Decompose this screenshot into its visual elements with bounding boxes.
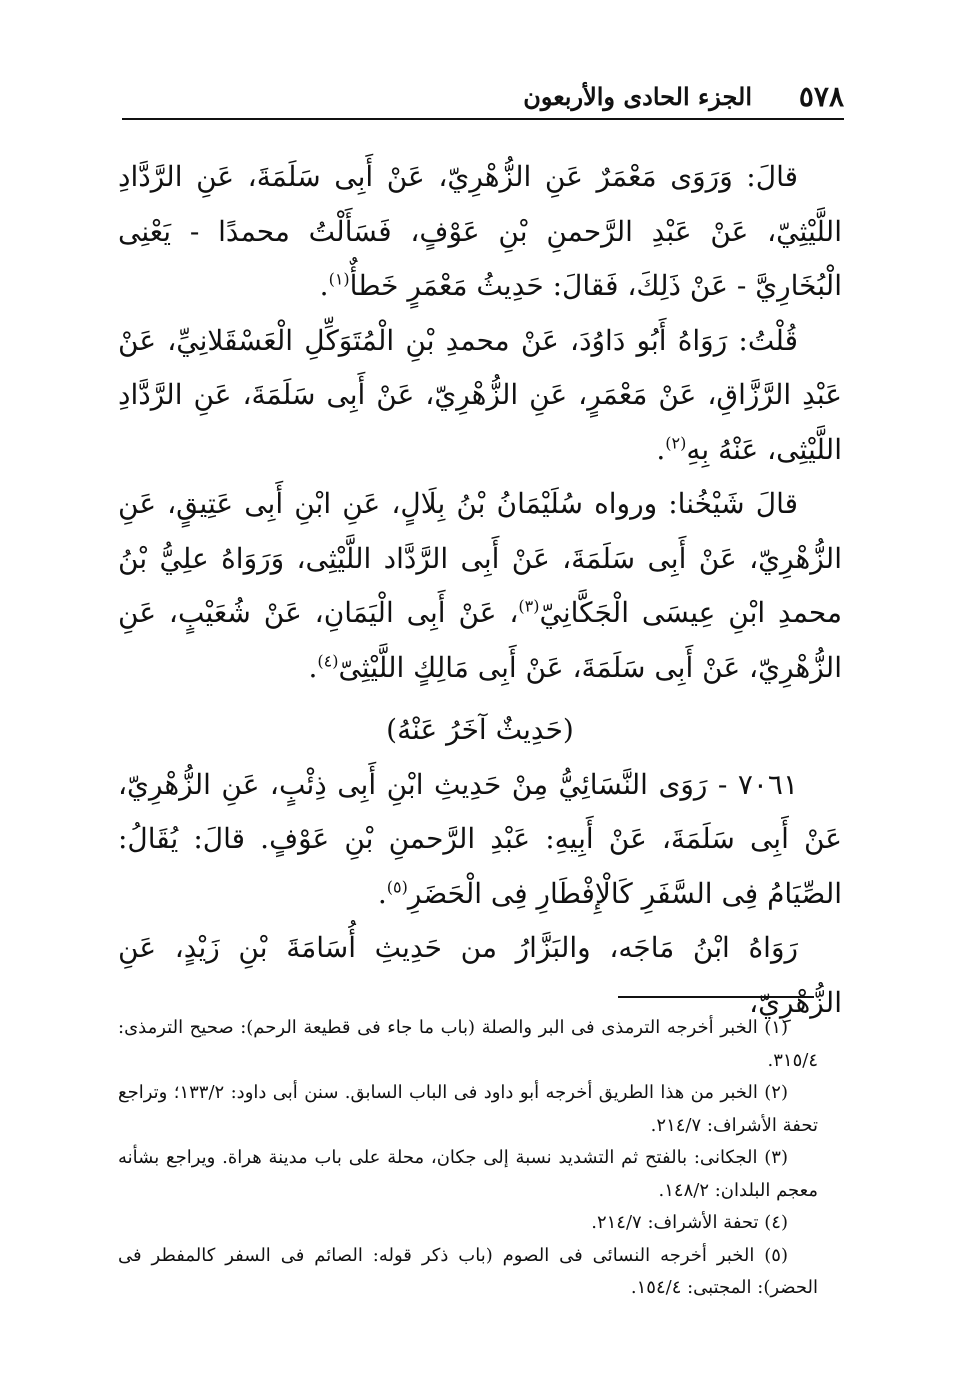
footnote-ref: (٣) (518, 596, 540, 616)
page-number: ٥٧٨ (798, 80, 844, 113)
footnote: (٤) تحفة الأشراف: ٢١٤/٧. (591, 1212, 788, 1233)
paragraph-text: قالَ شَيْخُنا: ورواه سُلَيْمَانُ بْنُ بِلَالٍ، عَنِ ابْنِ أَبِى عَتِيقٍ، عَنِ الزُّهْرِيّ، عَنْ أَبِى سَلَمَةَ، عَنْ أَبِى الرَّدَّاد اللَّيْثِى، وَرَوَاهُ علِيُّ بْنُ محمدِ ابْنِ عِيسَى الْجَكَّانِيّ (118, 487, 842, 629)
running-title: الجزء الحادى والأربعون (523, 82, 752, 111)
footnotes (118, 1012, 818, 1305)
footnote-ref: (٤) (317, 651, 339, 671)
footnote-divider (618, 996, 814, 998)
paragraph: قُلْتُ: رَوَاهُ أَبُو دَاوُدَ، عَنْ محمدِ بْنِ الْمُتَوَكِّلِ الْعَسْقَلانِيِّ، عَنْ عَبْدِ الرَّزَّاقِ، عَنْ مَعْمَرٍ، عَنِ الزُّهْرِيّ، عَنْ أَبِى سَلَمَةَ، عَنِ الرَّدَّادِ اللَّيْثِى، عَنْهُ بِهِ$^{(٢)}$. (118, 323, 842, 466)
paragraph-text: ٧٠٦١ - رَوَى النَّسَائِيُّ مِنْ حَدِيثِ ابْنِ أَبِى ذِئْبٍ، عَنِ الزُّهْرِيّ، عَنْ أَبِى سَلَمَةَ، عَنْ أَبِيهِ: عَبْدِ الرَّحمنِ بْنِ عَوْفٍ. قالَ: يُقَالُ: الصِّيَامُ فِى السَّفَرِ كَالْإِفْطَارِ فِى الْحَضَرِ (118, 767, 842, 910)
page-header (122, 78, 844, 120)
paragraph-text: قالَ: وَرَوَى مَعْمَرٌ عَنِ الزُّهْرِيّ، عَنْ أَبِى سَلَمَةَ، عَنِ الرَّدَّادِ اللَّيْثِيّ، عَنْ عَبْدِ الرَّحمنِ بْنِ عَوْفٍ، فَسَأَلْتُ محمدًا - يَعْنِى الْبُخَارِيَّ - عَنْ ذَلِكَ، فَقالَ: حَدِيثُ مَعْمَرٍ خَطأٌ (118, 160, 842, 302)
main-text (118, 150, 842, 1030)
section-heading: (حَدِيثٌ آخَرُ عَنْهُ) (386, 713, 574, 746)
paragraph: رَوَاهُ ابْنُ مَاجَه، والبَزَّارُ من حَدِيثِ أُسَامَةَ بْنِ زَيْدٍ، عَنِ الزُّهْرِيّ، (118, 931, 842, 1019)
paragraph-text: قُلْتُ: رَوَاهُ أَبُو دَاوُدَ، عَنْ محمدِ بْنِ الْمُتَوَكِّلِ الْعَسْقَلانِيِّ، عَنْ عَبْدِ الرَّزَّاقِ، عَنْ مَعْمَرٍ، عَنِ الزُّهْرِيّ، عَنْ أَبِى سَلَمَةَ، عَنِ الرَّدَّادِ اللَّيْثِى، عَنْهُ بِهِ (118, 323, 842, 466)
paragraph: ٧٠٦١ - رَوَى النَّسَائِيُّ مِنْ حَدِيثِ ابْنِ أَبِى ذِئْبٍ، عَنِ الزُّهْرِيّ، عَنْ أَبِى سَلَمَةَ، عَنْ أَبِيهِ: عَبْدِ الرَّحمنِ بْنِ عَوْفٍ. قالَ: يُقَالُ: الصِّيَامُ فِى السَّفَرِ كَالْإِفْطَارِ فِى الْحَضَرِ$^{(٥)}$. (118, 767, 842, 910)
footnote: (٢) الخبر من هذا الطريق أخرجه أبو داود فى الباب السابق. سنن أبى داود: ١٣٣/٢؛ وتراجع تحفة الأشراف: ٢١٤/٧. (118, 1082, 818, 1136)
footnote: (٣) الجكانى: بالفتح ثم التشديد نسبة إلى جكان، محلة على باب مدينة هراة. ويراجع بشأنه معجم البلدان: ١٤٨/٢. (118, 1147, 818, 1201)
paragraph: قالَ: وَرَوَى مَعْمَرٌ عَنِ الزُّهْرِيّ، عَنْ أَبِى سَلَمَةَ، عَنِ الرَّدَّادِ اللَّيْثِيّ، عَنْ عَبْدِ الرَّحمنِ بْنِ عَوْفٍ، فَسَأَلْتُ محمدًا - يَعْنِى الْبُخَارِيَّ - عَنْ ذَلِكَ، فَقالَ: حَدِيثُ مَعْمَرٍ خَطأٌ$^{(١)}$. (118, 160, 842, 302)
paragraph-text: ، عَنْ أَبِى الْيَمَانِ، عَنْ شُعَيْبٍ، عَنِ الزُّهْرِيّ، عَنْ أَبِى سَلَمَةَ، عَنْ أَبِى مَالِكٍ اللَّيْثِىّ (118, 596, 842, 684)
footnote: (٥) الخبر أخرجه النسائى فى الصوم (باب ذكر قوله: الصائم فى السفر كالمفطر فى الحضر): المجتبى: ١٥٤/٤. (118, 1244, 818, 1298)
footnote-ref: (١) (328, 269, 350, 289)
footnote-ref: (٢) (665, 433, 687, 453)
paragraph: قالَ شَيْخُنا: ورواه سُلَيْمَانُ بْنُ بِلَالٍ، عَنِ ابْنِ أَبِى عَتِيقٍ، عَنِ الزُّهْرِيّ، عَنْ أَبِى سَلَمَةَ، عَنْ أَبِى الرَّدَّاد اللَّيْثِى، وَرَوَاهُ علِيُّ بْنُ محمدِ ابْنِ عِيسَى الْجَكَّانِيّ$^{(٣)}$، عَنْ أَبِى الْيَمَانِ، عَنْ شُعَيْبٍ، عَنِ الزُّهْرِيّ، عَنْ أَبِى سَلَمَةَ، عَنْ أَبِى مَالِكٍ اللَّيْثِىّ$^{(٤)}$. (118, 487, 842, 684)
footnote: (١) الخبر أخرجه الترمذى فى البر والصلة (باب ما جاء فى قطيعة الرحم): صحيح الترمذى: ٣١٥/٤. (118, 1017, 818, 1071)
footnote-ref: (٥) (386, 877, 408, 897)
